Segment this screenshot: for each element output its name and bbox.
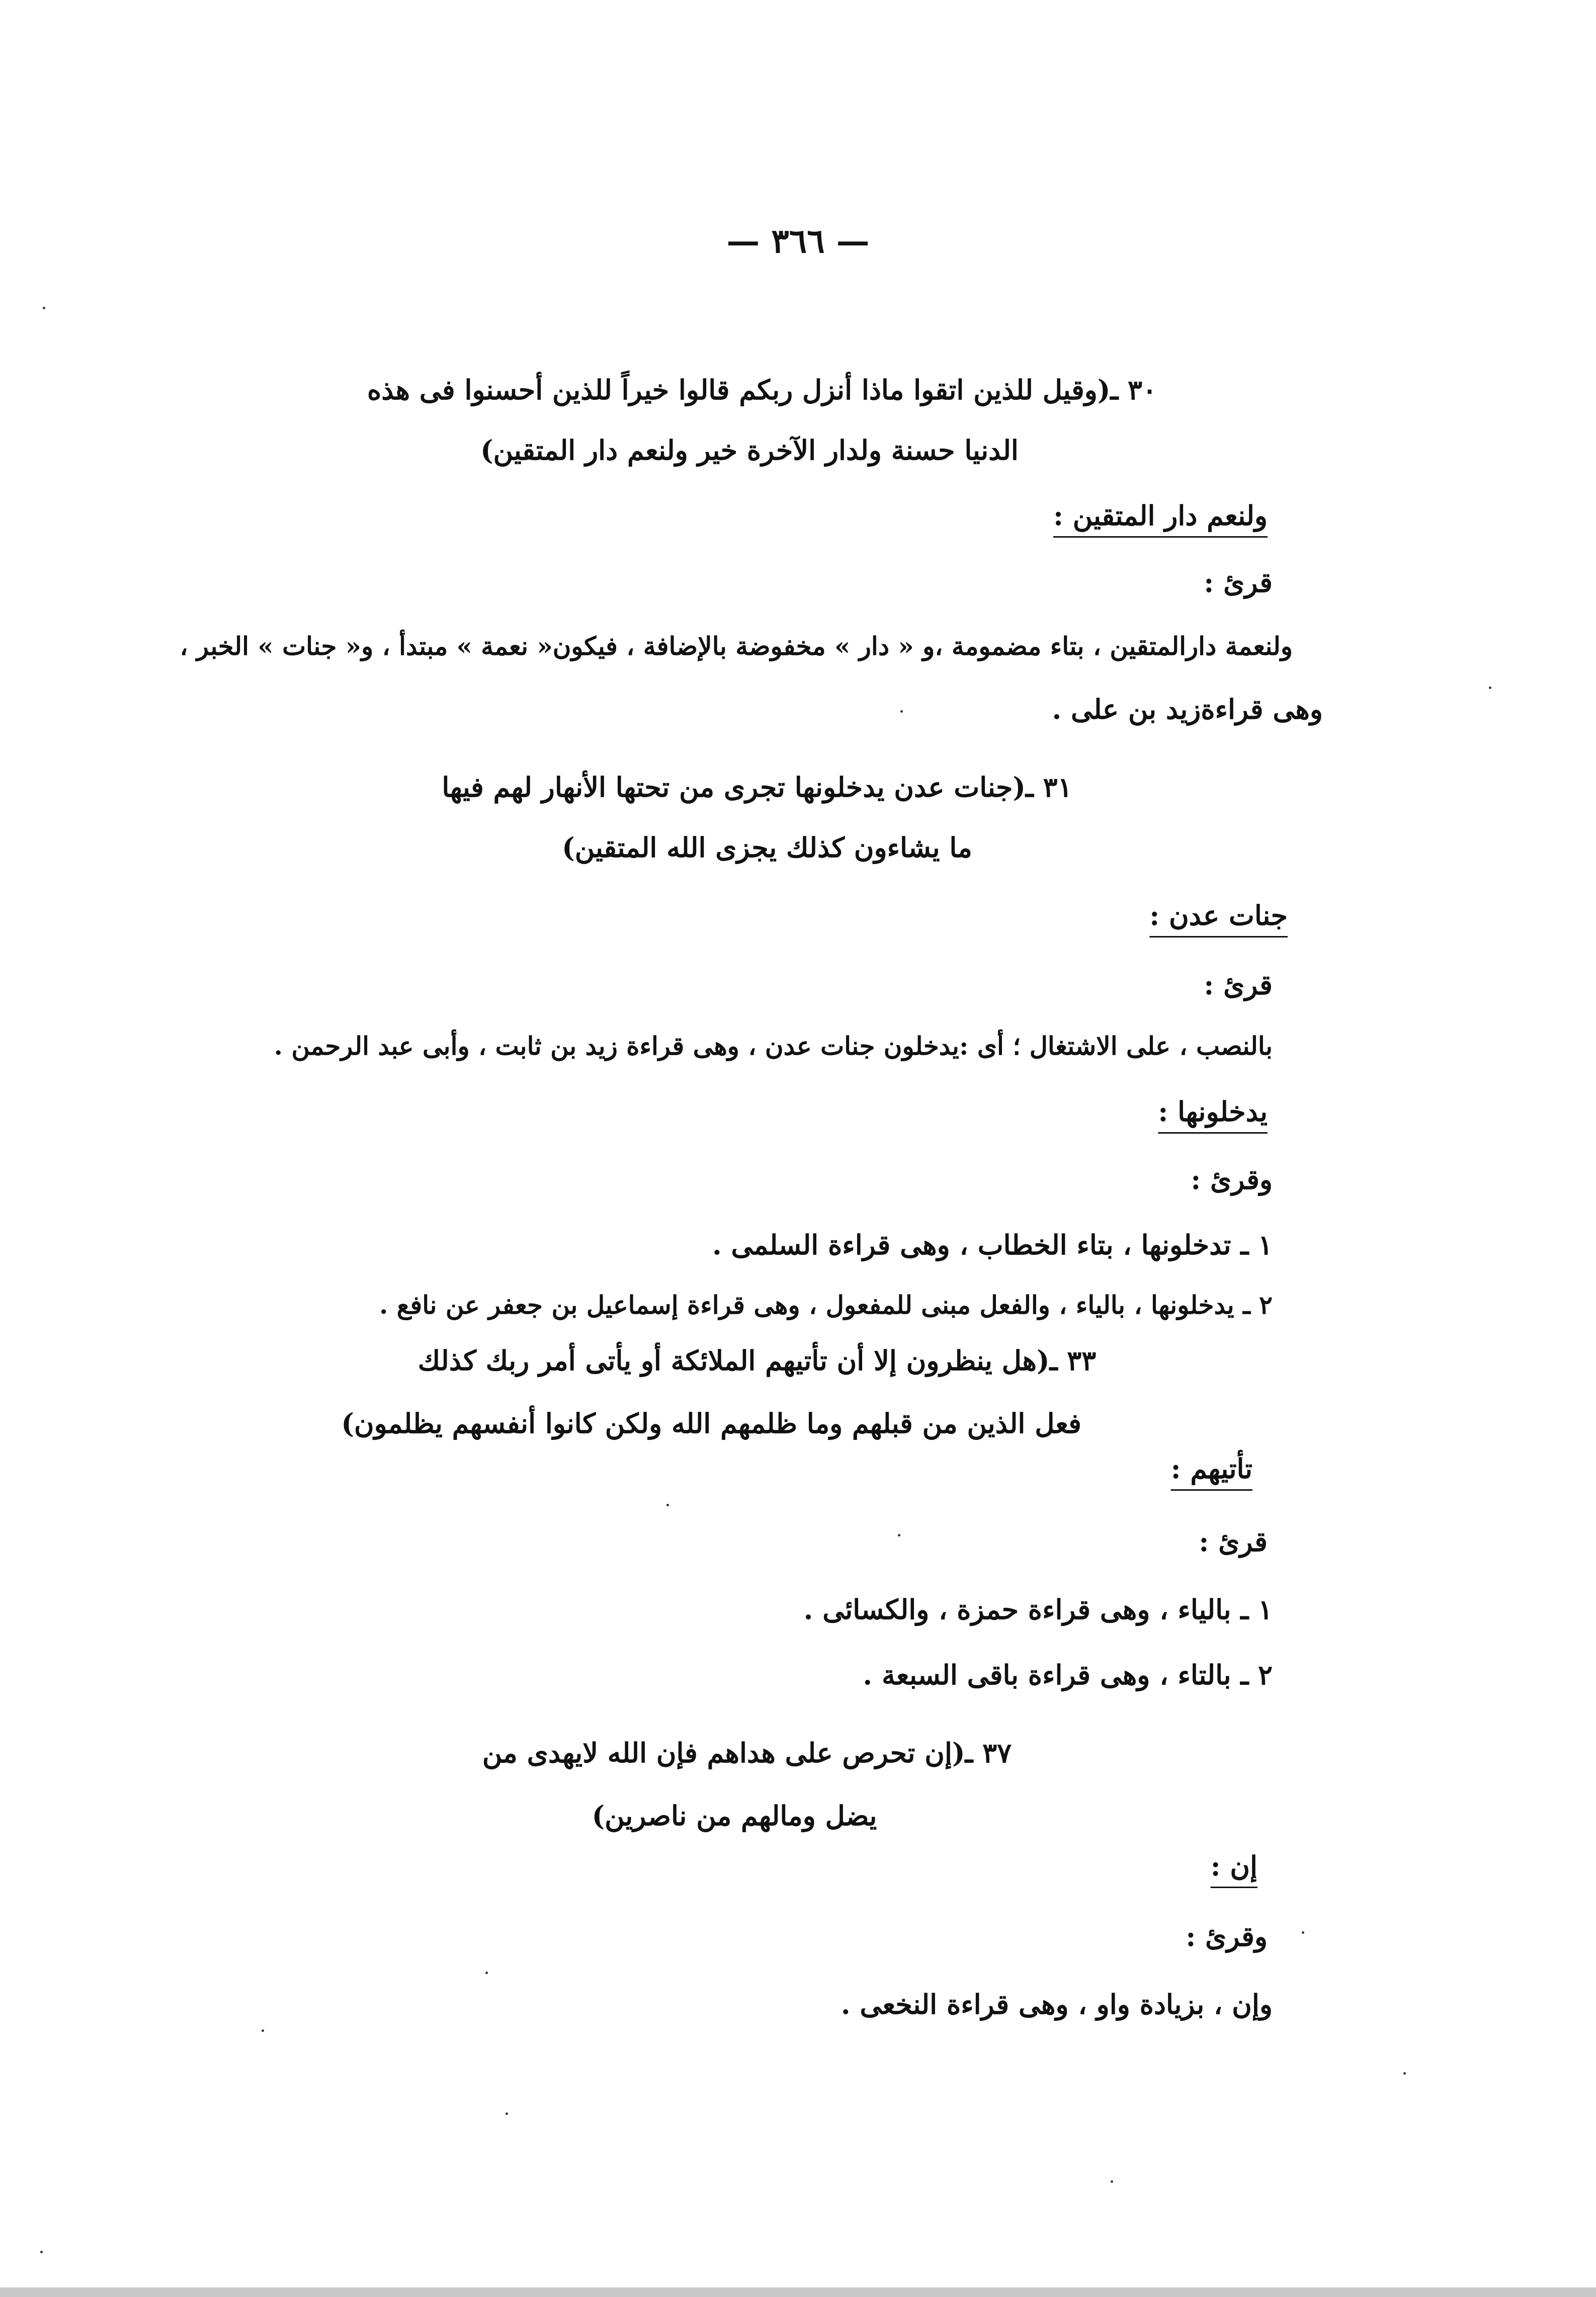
scan-speck: [666, 1504, 669, 1506]
scan-speck: [1489, 687, 1491, 689]
verse-31-body-1: بالنصب ، على الاشتغال ؛ أى :يدخلون جنات عدن ، وهى قراءة زيد بن ثابت ، وأبى عبد الرحمن .: [274, 1031, 1273, 1061]
verse-31-line-1: ٣١ ـ(جنات عدن يدخلونها تجرى من تحتها الأنهار لهم فيها: [442, 771, 1072, 803]
verse-31-line-2: ما يشاءون كذلك يجزى الله المتقين): [562, 831, 972, 864]
scan-speck: [1302, 1931, 1304, 1934]
scan-speck: [898, 1534, 900, 1537]
scan-speck: [900, 710, 903, 713]
verse-33-item-2: ٢ ـ بالتاء ، وهى قراءة باقى السبعة .: [863, 1659, 1273, 1691]
verse-30-line-1: ٣٠ ـ(وقيل للذين اتقوا ماذا أنزل ربكم قالوا خيراً للذين أحسنوا فى هذه: [367, 374, 1157, 406]
heading-jannat-adn: جنات عدن :: [1149, 899, 1288, 931]
heading-in: إن :: [1210, 1850, 1257, 1882]
scan-speck: [262, 2029, 264, 2032]
qurii-label: قرئ :: [1204, 566, 1273, 599]
qurii-label: قرئ :: [1199, 1525, 1268, 1558]
scan-speck: [485, 1972, 488, 1974]
scan-speck: [40, 2251, 43, 2253]
page-number: — ٣٦٦ —: [726, 221, 870, 261]
verse-33-item-1: ١ ـ بالياء ، وهى قراءة حمزة ، والكسائى .: [803, 1593, 1273, 1626]
verse-30-body-2: وهى قراءةزيد بن على .: [1052, 693, 1323, 725]
qurii-label: وقرئ :: [1186, 1920, 1268, 1952]
verse-33-line-1: ٣٣ ـ(هل ينظرون إلا أن تأتيهم الملائكة أو يأتى أمر ربك كذلك: [417, 1344, 1097, 1377]
verse-30-body-1: ولنعمة دارالمتقين ، بتاء مضمومة ،و « دار » مخفوضة بالإضافة ، فيكون« نعمة » مبتدأ ، و« جنات » الخبر ،: [180, 631, 1293, 661]
verse-31-item-1: ١ ـ تدخلونها ، بتاء الخطاب ، وهى قراءة السلمى .: [712, 1229, 1273, 1261]
qurii-label: قرئ :: [1204, 969, 1273, 1001]
qurii-label: وقرئ :: [1191, 1163, 1273, 1196]
verse-31-item-2: ٢ ـ يدخلونها ، بالياء ، والفعل مبنى للمفعول ، وهى قراءة إسماعيل بن جعفر عن نافع .: [379, 1290, 1273, 1320]
verse-33-line-2: فعل الذين من قبلهم وما ظلمهم الله ولكن كانوا أنفسهم يظلمون): [341, 1407, 1081, 1439]
heading-wa-lanima-dar: ولنعم دار المتقين :: [1053, 499, 1268, 532]
scan-speck: [1403, 2072, 1406, 2075]
scan-speck: [506, 2112, 508, 2115]
verse-37-body: وإن ، بزيادة واو ، وهى قراءة النخعى .: [841, 1988, 1273, 2020]
verse-37-line-1: ٣٧ ـ(إن تحرص على هداهم فإن الله لايهدى من: [482, 1737, 1012, 1769]
scan-speck: [43, 307, 45, 309]
verse-30-line-2: الدنيا حسنة ولدار الآخرة خير ولنعم دار المتقين): [480, 434, 1019, 466]
heading-tatihim: تأتيهم :: [1170, 1453, 1252, 1485]
verse-37-line-2: يضل ومالهم من ناصرين): [592, 1800, 877, 1832]
scan-bottom-edge: [0, 2287, 1596, 2297]
heading-yadkhulunaha: يدخلونها :: [1158, 1095, 1268, 1128]
scan-speck: [1111, 2180, 1113, 2183]
